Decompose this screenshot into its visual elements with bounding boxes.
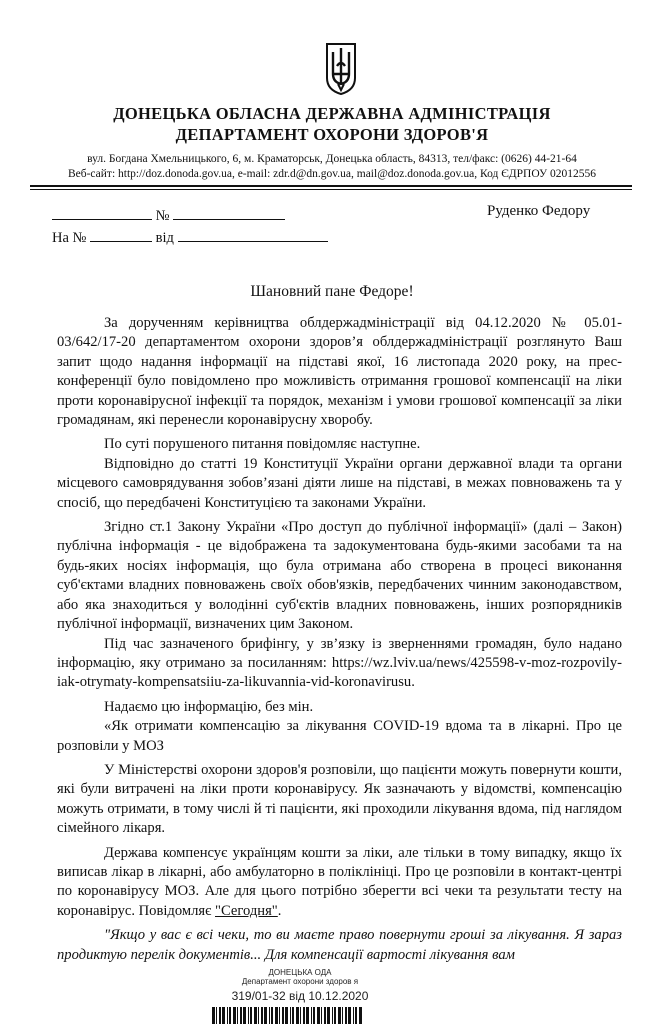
paragraph: Надаємо цю інформацію, без мін. (104, 698, 314, 715)
department-title: ДЕПАРТАМЕНТ ОХОРОНИ ЗДОРОВ'Я (175, 125, 489, 144)
address-line: вул. Богдана Хмельницького, 6, м. Краматорськ, Донецька область, 84313, тел/факс: (0626) 44-21-64 (87, 153, 577, 165)
stamp-department: Департамент охорони здоров я (241, 977, 359, 986)
paragraph: Під час зазначеного брифінгу, у зв’язку із зверненнями громадян, було надано інформацію, яку отримано за посиланням: https://wz.lviv.ua/news/425598-v-moz-rozpovily-iak-otrymaty-kompensatsiiu-za-likuvannia-vid-koronavirusu. (57, 635, 622, 691)
number-blank (173, 205, 285, 220)
recipient-name: Руденко Федору (487, 203, 591, 219)
paragraph: «Як отримати компенсацію за лікування COVID-19 вдома та в лікарні. Про це розповіли у МОЗ (57, 718, 622, 754)
greeting: Шановний пане Федоре! (250, 283, 414, 300)
registration-stamp (220, 968, 380, 1003)
paragraph: За дорученням керівництва облдержадміністрації від 04.12.2020 № 05.01-03/642/17-20 департаментом охорони здоров’я облдержадміністрації розглянуто Ваш запит щодо надання інформації на підставі якої, 16 листопада 2020 року, на прес-конференції було повідомлено про можливість отримання грошової компенсації на ліки проти коронавірусної інфекції та порядок, механізм і умови грошової компенсації за ліки громадянам, які перенесли коронавірусну хворобу. (57, 315, 622, 429)
trident-emblem-icon (321, 40, 361, 96)
incoming-reference (52, 227, 328, 247)
paragraph: Відповідно до статті 19 Конституції України органи державної влади та органи місцевого самоврядування зобов’язані діяти лише на підставі, в межах повноважень та у спосіб, що передбачені Конституцією та законами України. (57, 455, 622, 511)
reply-number-blank (90, 227, 152, 242)
date-blank (52, 205, 152, 220)
paragraph-end: . (277, 902, 282, 919)
reply-to-label: На № (52, 230, 87, 246)
org-title: ДОНЕЦЬКА ОБЛАСНА ДЕРЖАВНА АДМІНІСТРАЦІЯ (113, 104, 551, 123)
reply-date-blank (178, 227, 328, 242)
stamp-org: ДОНЕЦЬКА ОДА (268, 968, 332, 977)
number-label: № (155, 208, 170, 224)
paragraph: У Міністерстві охорони здоров'я розповіли, що пацієнти можуть повернути кошти, які були витрачені на ліки проти коронавірусу. Як зазначають у відомстві, компенсацію можуть отримати, в тому числі й ті пацієнти, які проходили лікування вдома, під наглядом сімейного лікаря. (57, 761, 622, 837)
paragraph (57, 844, 622, 922)
header-divider (30, 185, 632, 187)
quote-paragraph: "Якщо у вас є всі чеки, то ви маєте право повернути гроші за лікування. Я зараз продиктую перелік документів... Для компенсації вартості лікування вам (57, 927, 622, 963)
letter-body (57, 314, 622, 965)
contacts-line: Веб-сайт: http://doz.donoda.gov.ua, e-mail: zdr.d@dn.gov.ua, mail@doz.donoda.gov.ua, Код ЄДРПОУ 02012556 (67, 168, 597, 180)
header-divider-thin (30, 189, 632, 190)
barcode-icon (212, 1007, 364, 1024)
stamp-registration-number: 319/01-32 від 10.12.2020 (231, 989, 369, 1003)
paragraph: По суті порушеного питання повідомляє наступне. (104, 436, 421, 453)
paragraph: Згідно ст.1 Закону України «Про доступ до публічної інформації» (далі – Закон) публічна інформація - це відображена та задокументована будь-якими засобами та на будь-яких носіях інформація, що була отримана або створена в процесі виконання суб'єктами владних повноважень своїх обов'язків, передбачених чинним законодавством, або яка знаходиться у володінні суб'єктів владних повноважень, інших розпорядників публічної інформації, визначених цим Законом. (57, 519, 622, 633)
from-label: від (155, 230, 174, 246)
paragraph-text: Держава компенсує українцям кошти за ліки, але тільки в тому випадку, якщо їх виписав лікар в лікарні, або амбулаторно в поліклініці. Про це розповіли в контакт-центрі по коронавірусу МОЗ. Але для цього потрібно зберегти всі чеки та результати тесту на коронавірус. Повідомляє (57, 844, 622, 919)
source-link[interactable]: "Сегодня" (215, 902, 278, 919)
outgoing-reference (52, 205, 285, 225)
